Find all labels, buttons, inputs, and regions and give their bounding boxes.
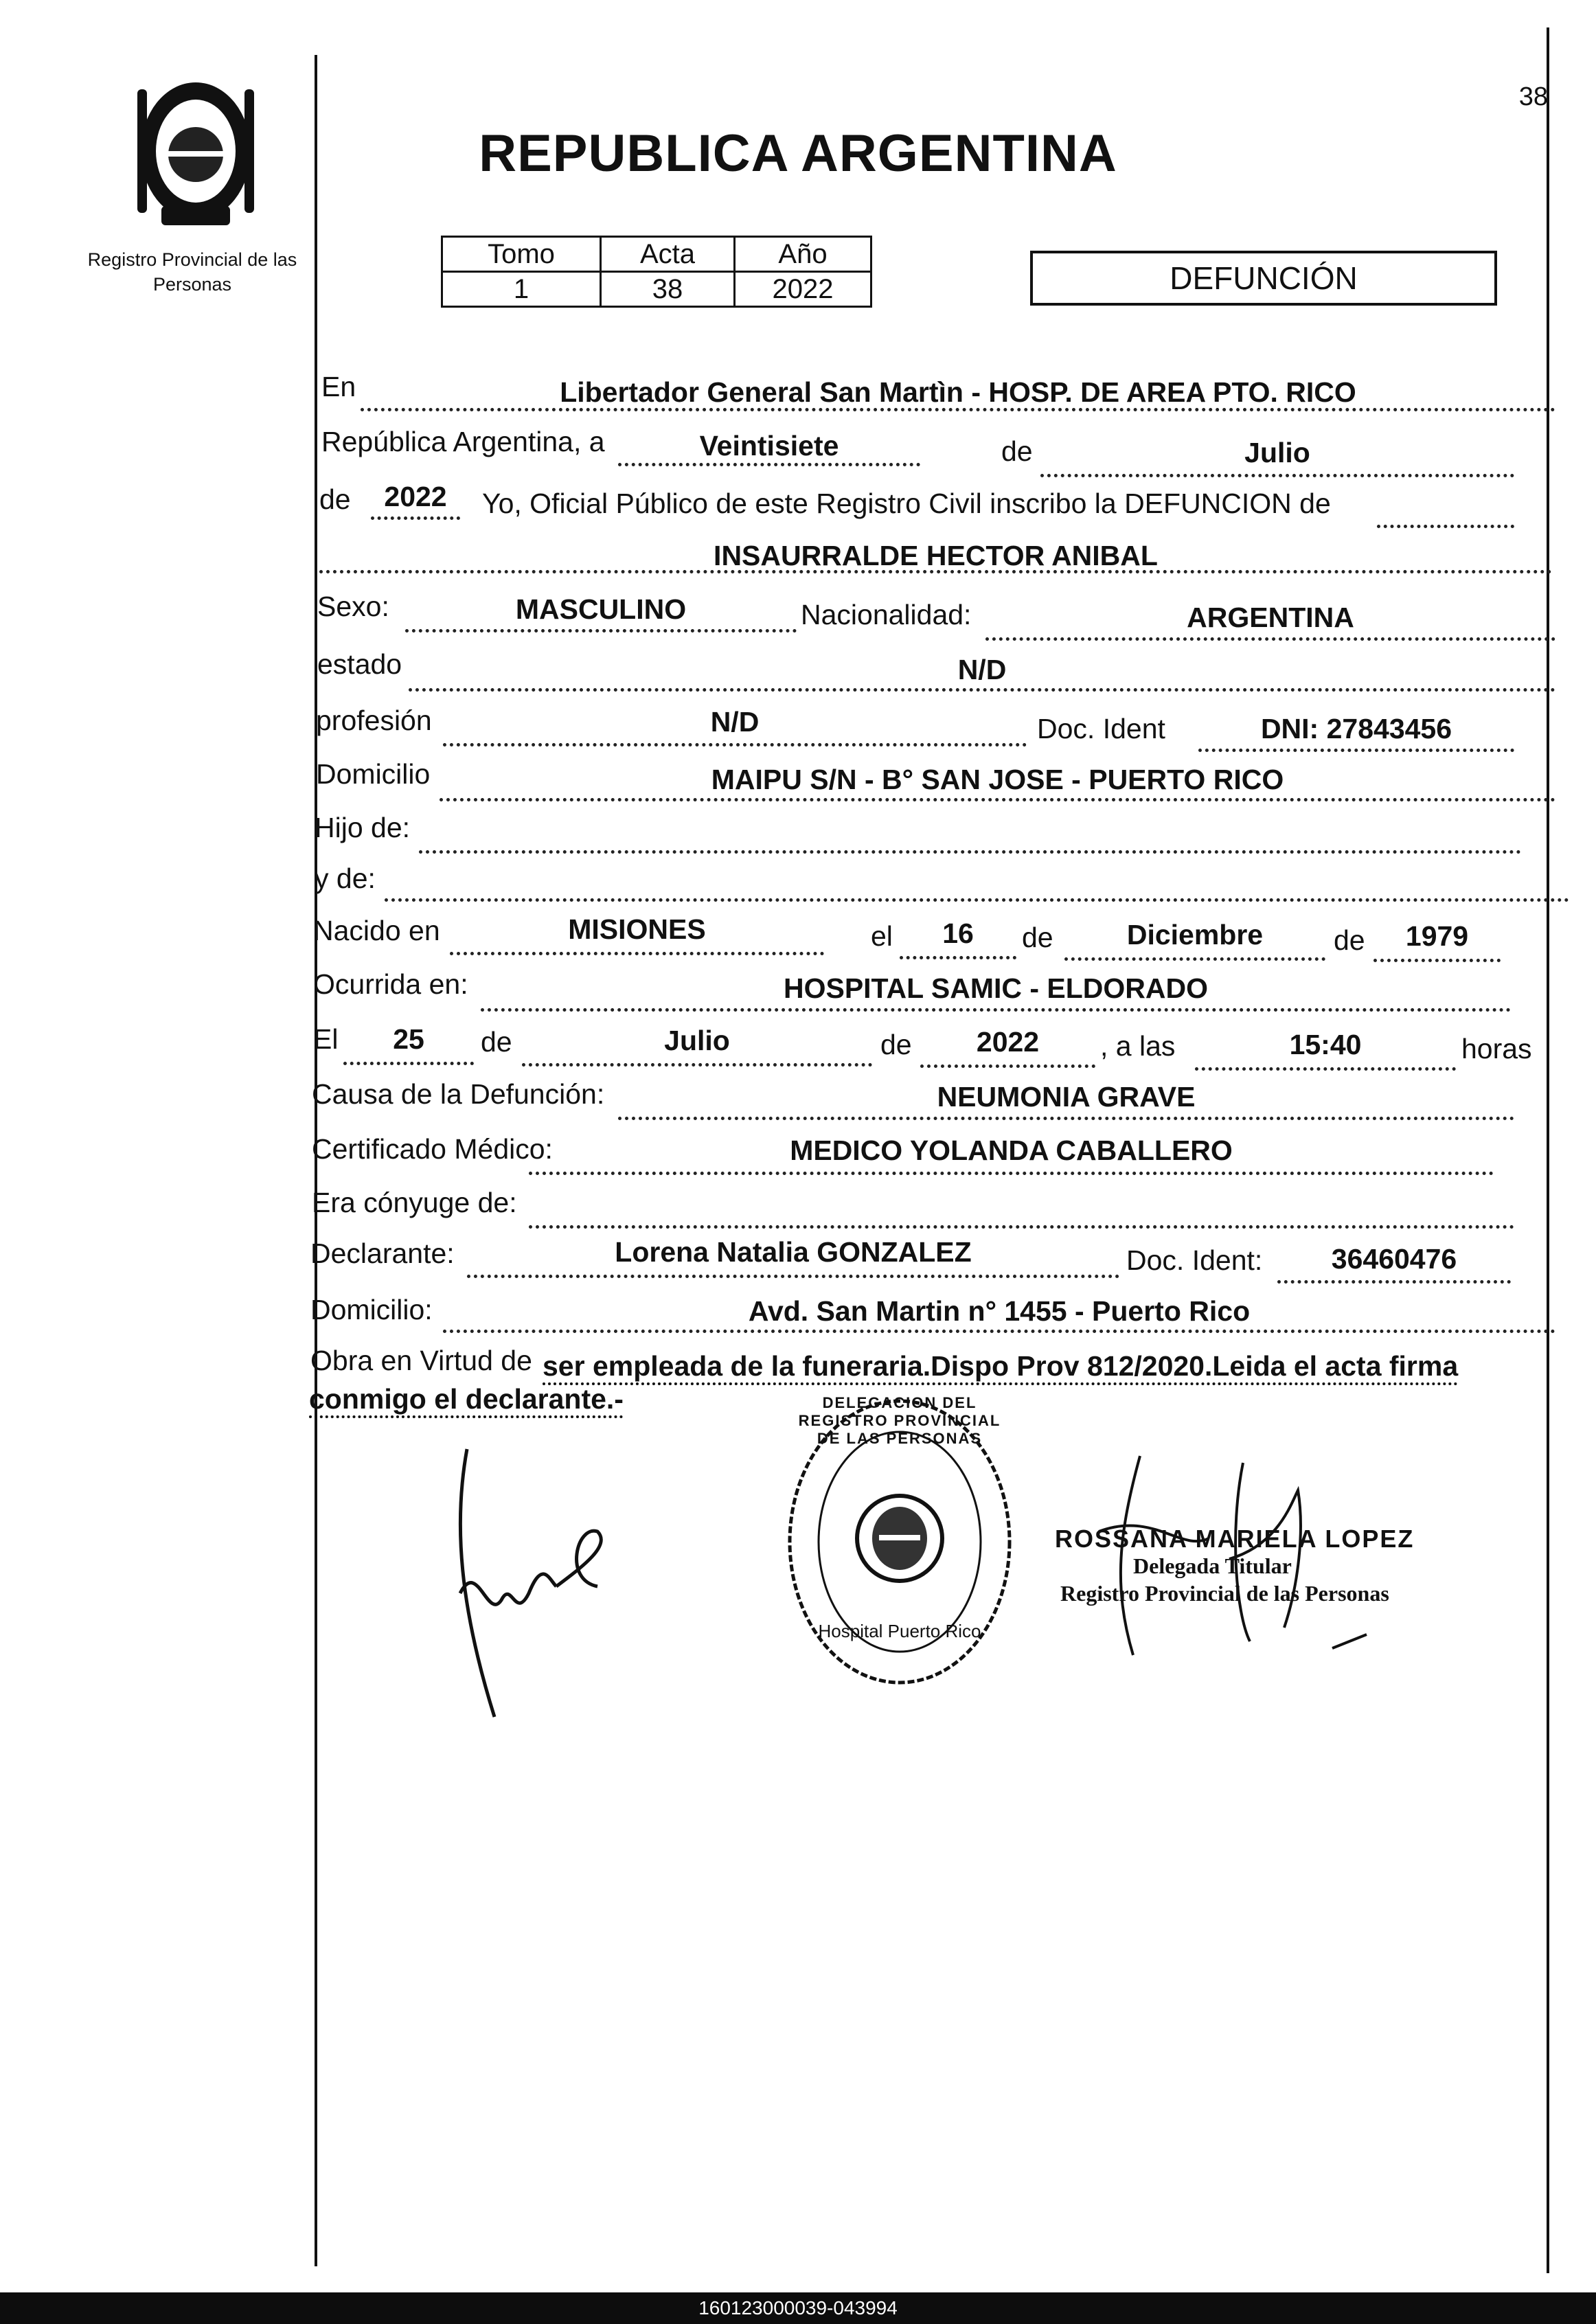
conyuge-dots: [529, 1225, 1514, 1229]
def-anio-dots: [920, 1064, 1095, 1068]
header-acta: Acta: [601, 237, 735, 272]
decl-doc-label: Doc. Ident:: [1126, 1244, 1263, 1276]
causa-value: NEUMONIA GRAVE: [937, 1081, 1196, 1113]
def-anio-value: 2022: [976, 1026, 1040, 1058]
nacionalidad-dots: [985, 637, 1555, 641]
value-acta: 38: [601, 272, 735, 307]
de-label-5: de: [481, 1026, 512, 1058]
right-margin-line: [1547, 27, 1549, 2273]
value-anio: 2022: [735, 272, 871, 307]
nacido-mes-value: Diciembre: [1126, 919, 1264, 950]
ocurrida-value: HOSPITAL SAMIC - ELDORADO: [783, 972, 1209, 1004]
de-label-3: de: [1022, 922, 1053, 953]
deceased-name: INSAURRALDE HECTOR ANIBAL: [714, 540, 1158, 571]
sexo-label: Sexo:: [317, 591, 389, 622]
domicilio-value: MAIPU S/N - B° SAN JOSE - PUERTO RICO: [711, 764, 1284, 795]
nacido-dia-dots: [900, 956, 1016, 959]
document-code-footer: 160123000039-043994: [0, 2292, 1596, 2324]
obra-text-line1: ser empleada de la funeraria.Dispo Prov 812/2020.Leida el acta firma: [543, 1350, 1459, 1382]
nacido-anio-dots: [1373, 959, 1501, 962]
def-mes-dots: [522, 1063, 872, 1067]
declarante-dots: [467, 1275, 1119, 1278]
seal-inner-text: Hospital Puerto Rico: [818, 1621, 981, 1641]
yde-label: y de:: [315, 863, 376, 894]
nacido-lugar-value: MISIONES: [568, 913, 706, 945]
seal-ring-text: DELEGACION DEL REGISTRO PROVINCIAL DE LAS PERSONAS: [798, 1394, 1001, 1447]
officer-name: ROSSANA MARIELA LOPEZ: [1055, 1525, 1415, 1553]
officer-role: Delegada Titular: [1133, 1553, 1292, 1578]
profesion-label: profesión: [316, 705, 432, 736]
month-dots: [1040, 474, 1514, 477]
decl-doc-value: 36460476: [1331, 1243, 1457, 1275]
certificado-label: Certificado Médico:: [312, 1133, 553, 1165]
domicilio-label: Domicilio: [316, 758, 431, 790]
ocurrida-label: Ocurrida en:: [313, 968, 468, 1000]
hijo-dots: [419, 850, 1521, 854]
officer-org: Registro Provincial de las Personas: [1060, 1581, 1389, 1606]
obra-text-line2: conmigo el declarante.-: [309, 1383, 624, 1415]
day-value: Veintisiete: [699, 430, 839, 462]
causa-label: Causa de la Defunción:: [312, 1078, 605, 1110]
year-dots: [371, 516, 460, 520]
sexo-dots: [405, 629, 797, 633]
el-label: el: [871, 920, 893, 952]
de-label-6: de: [880, 1029, 912, 1060]
nacido-anio-value: 1979: [1405, 920, 1469, 952]
estado-label: estado: [317, 648, 402, 680]
causa-dots: [618, 1117, 1514, 1120]
republica-label: República Argentina, a: [321, 426, 605, 457]
day-dots: [618, 463, 920, 466]
sexo-value: MASCULINO: [515, 593, 687, 625]
de-label-2: de: [319, 483, 351, 515]
def-mes-value: Julio: [664, 1025, 730, 1056]
horas-label: horas: [1461, 1033, 1532, 1064]
alas-label: , a las: [1100, 1030, 1176, 1062]
en-label: En: [321, 371, 356, 402]
header-tomo: Tomo: [442, 237, 601, 272]
doc-label: Doc. Ident: [1037, 713, 1165, 744]
nacido-mes-dots: [1064, 957, 1325, 961]
official-seal: [783, 1394, 1016, 1689]
certificado-dots: [529, 1172, 1494, 1175]
profesion-dots: [443, 743, 1027, 747]
def-hora-dots: [1195, 1067, 1456, 1071]
ocurrida-dots: [481, 1008, 1511, 1012]
value-tomo: 1: [442, 272, 601, 307]
estado-dots: [409, 688, 1555, 692]
decl-dom-value: Avd. San Martin n° 1455 - Puerto Rico: [748, 1295, 1251, 1327]
registry-name: Registro Provincial de las Personas: [87, 249, 297, 295]
nacionalidad-label: Nacionalidad:: [801, 599, 972, 630]
inscribe-text: Yo, Oficial Público de este Registro Civil inscribo la DEFUNCION de: [482, 488, 1331, 519]
doc-value: DNI: 27843456: [1260, 713, 1452, 744]
de-label-4: de: [1334, 924, 1365, 956]
nacido-lugar-dots: [450, 952, 824, 955]
month-value: Julio: [1244, 437, 1310, 468]
domicilio-dots: [440, 798, 1555, 801]
place-value: Libertador General San Martìn - HOSP. DE AREA PTO. RICO: [560, 376, 1356, 408]
decl-dom-label: Domicilio:: [310, 1294, 433, 1325]
def-dia-dots: [343, 1062, 474, 1065]
header-anio: Año: [735, 237, 871, 272]
page-number: 38: [1518, 82, 1548, 111]
doc-dots: [1198, 749, 1514, 752]
page-title: REPUBLICA ARGENTINA: [479, 124, 1117, 183]
decl-dom-dots: [443, 1330, 1555, 1333]
hijo-label: Hijo de:: [315, 812, 411, 843]
def-dia-value: 25: [393, 1023, 424, 1055]
declarant-signature: [440, 1442, 618, 1731]
estado-value: N/D: [957, 654, 1007, 685]
nacido-dia-value: 16: [942, 918, 974, 949]
record-type-box: DEFUNCIÓN: [1030, 251, 1497, 306]
conyuge-label: Era cónyuge de:: [312, 1187, 517, 1218]
inscribe-trail-dots: [1377, 525, 1514, 528]
decl-doc-dots: [1277, 1280, 1511, 1284]
El-label: El: [313, 1023, 339, 1055]
year-value: 2022: [384, 481, 447, 512]
record-index-table: [441, 236, 872, 308]
de-label-1: de: [1001, 435, 1033, 467]
def-hora-value: 15:40: [1289, 1029, 1362, 1060]
declarante-value: Lorena Natalia GONZALEZ: [615, 1236, 972, 1268]
certificado-value: MEDICO YOLANDA CABALLERO: [790, 1135, 1233, 1166]
profesion-value: N/D: [710, 706, 760, 738]
nacionalidad-value: ARGENTINA: [1187, 602, 1354, 633]
nacido-label: Nacido en: [313, 915, 440, 946]
declarante-label: Declarante:: [310, 1238, 455, 1269]
obra-label: Obra en Virtud de: [310, 1345, 532, 1376]
yde-dots: [385, 898, 1569, 902]
